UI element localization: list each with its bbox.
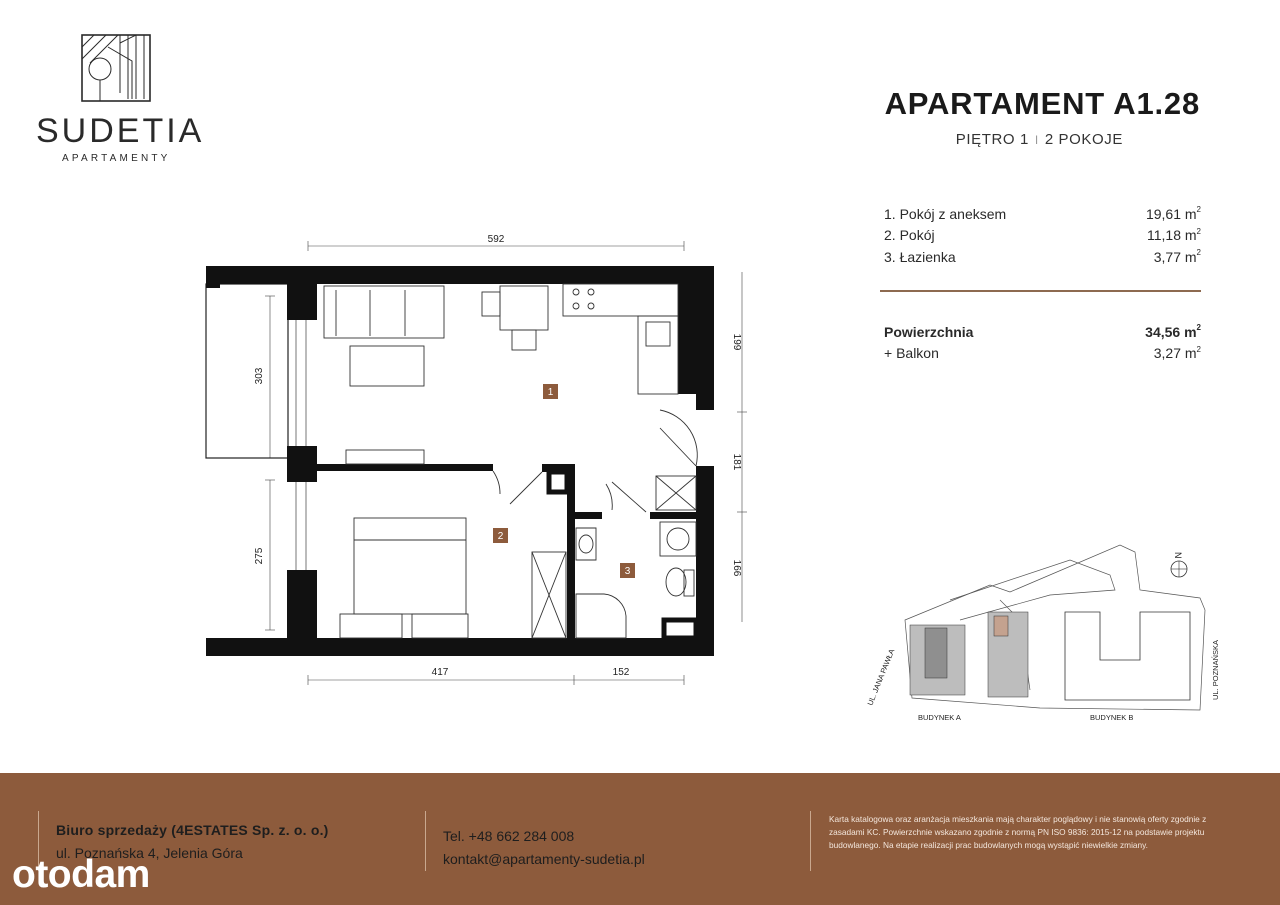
logo (80, 33, 152, 103)
sales-office: Biuro sprzedaży (4ESTATES Sp. z. o. o.) (56, 822, 329, 838)
email-link[interactable]: kontakt@apartamenty-sudetia.pl (443, 851, 645, 867)
phone-link[interactable]: Tel. +48 662 284 008 (443, 828, 575, 844)
room-number-3: 3 (624, 566, 631, 577)
room-row (884, 246, 1201, 268)
balcony-value: 3,27 $m^2$ (1153, 344, 1201, 362)
brand-subtitle: APARTAMENTY (62, 153, 171, 164)
brand-name: SUDETIA (36, 112, 205, 150)
room-label: 2. Pokój (884, 227, 935, 244)
dim-right-1: 199 (731, 333, 742, 351)
rooms-table (884, 203, 1201, 268)
totals-table (884, 321, 1201, 364)
balcony-label: + Balkon (884, 345, 939, 362)
room-area: 11,18 $m^2$ (1147, 226, 1201, 244)
dim-right-2: 181 (731, 453, 742, 471)
footer-divider (810, 811, 811, 871)
dim-bottom-1: 417 (431, 667, 449, 678)
watermark-logo: otodam (12, 853, 150, 896)
room-number-1: 1 (547, 387, 554, 398)
balcony-row (884, 343, 1201, 365)
room-label: 1. Pokój z aneksem (884, 205, 1007, 222)
footer-divider (425, 811, 426, 871)
north-indicator: N (1173, 552, 1183, 559)
street-label-left: UL. JANA PAWŁA (865, 647, 897, 707)
dim-left-upper: 303 (254, 367, 265, 385)
office-address: ul. Poznańska 4, Jelenia Góra (56, 845, 243, 861)
total-area-label: Powierzchnia (884, 323, 974, 340)
room-area: 19,61 $m^2$ (1145, 205, 1201, 222)
subtitle-separator: I (1034, 133, 1039, 147)
room-row (884, 225, 1201, 247)
dim-right-3: 166 (731, 559, 742, 577)
floor-plan (190, 225, 760, 695)
apartment-subtitle (956, 131, 1123, 148)
floor-label: PIĘTRO 1 (955, 131, 1029, 148)
room-area: 3,77 $m^2$ (1153, 248, 1201, 265)
street-label-right: UL. POZNAŃSKA (1211, 639, 1220, 700)
logo-mark (80, 33, 152, 103)
dim-left-lower: 275 (254, 547, 265, 565)
table-divider (880, 290, 1201, 292)
building-a-label: BUDYNEK A (918, 713, 961, 722)
dim-bottom-2: 152 (612, 667, 630, 678)
apartment-title: APARTAMENT A1.28 (884, 86, 1200, 121)
dim-top: 592 (487, 234, 505, 245)
disclaimer: Karta katalogowa oraz aranżacja mieszkania mają charakter poglądowy i nie stanowią oferty zgodnie z zasadami KC. Powierzchnie wskazano zgodnie z normą PN ISO 9836: 2015-12 na podstawie projektu budowlanego. Na etapie realizacji prac budowlanych mogą wystąpić niewielkie zmiany. (829, 814, 1207, 851)
room-row (884, 203, 1201, 225)
building-b-label: BUDYNEK B (1090, 713, 1134, 722)
total-area-value: 34,56 $m^2$ (1145, 323, 1201, 340)
site-map (850, 530, 1230, 740)
rooms-count-label: 2 POKOJE (1044, 131, 1123, 148)
total-area-row (884, 321, 1201, 343)
room-number-2: 2 (497, 531, 504, 542)
room-label: 3. Łazienka (884, 248, 956, 265)
